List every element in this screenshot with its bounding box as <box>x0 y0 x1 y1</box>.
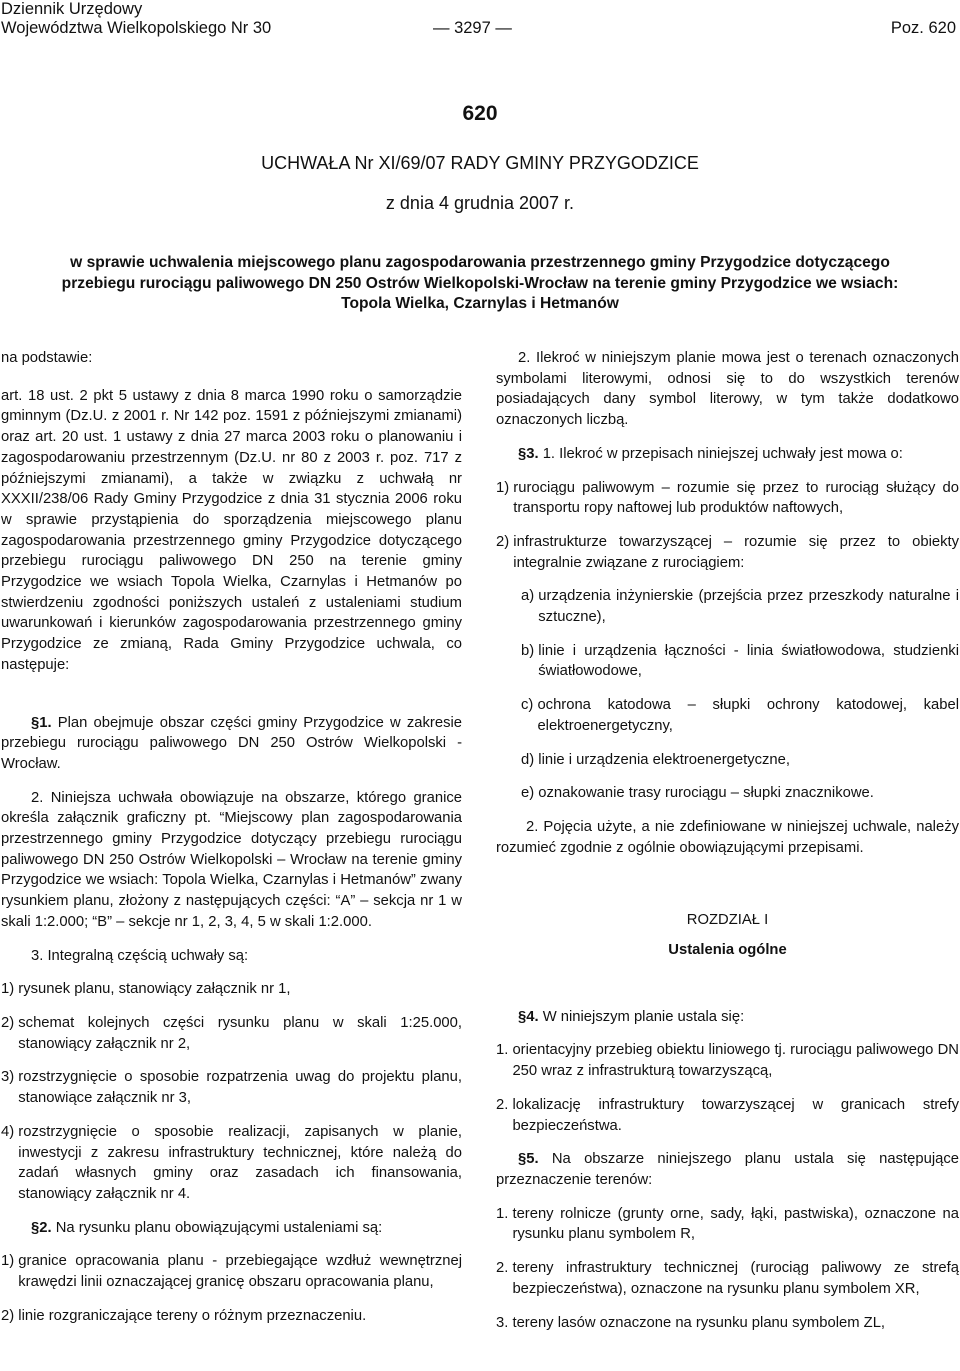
section-2-p2: 2. Ilekroć w niniejszym planie mowa jest o terenach oznaczonych symbolami literowymi, odnosi się to do wszystkich terenów posiadających dany symbol literowy, w tym także dodatkowo oznaczonych liczbą. <box>496 350 959 429</box>
list-item: 2. tereny infrastruktury technicznej (rurociąg paliwowy ze strefą bezpieczeństwa), oznaczone na rysunku planu symbolem XR, <box>496 1260 959 1297</box>
left-column <box>1 348 462 1326</box>
resolution-date: z dnia 4 grudnia 2007 r. <box>385 193 575 213</box>
resolution-subject: w sprawie uchwalenia miejscowego planu zagospodarowania przestrzennego gminy Przygodzice dotyczącego przebiegu rurociągu paliwowego DN 250 Ostrów Wielkopolski-Wrocław na terenie gminy Przygodzice we wsiach: Topola Wielka, Czarnylas i Hetmanów <box>61 254 899 312</box>
chapter-title: Ustalenia ogólne <box>668 942 787 959</box>
section-3-p2: 2. Pojęcia użyte, a nie zdefiniowane w niniejszej uchwale, należy rozumieć zgodnie z ogólnie obowiązującymi przepisami. <box>496 818 959 856</box>
list-item: 3) rozstrzygnięcie o sposobie rozpatrzenia uwag do projektu planu, stanowiące załącznik nr 3, <box>1 1069 462 1107</box>
list-item: 4) rozstrzygnięcie o sposobie realizacji, zapisanych w planie, inwestycji z zakresu infrastruktury technicznej, które należą do zadań własnych gminy oraz zasadach ich finansowania, stanowiący załącznik nr 4. <box>1 1123 462 1202</box>
list-item: 1) rurociągu paliwowym – rozumie się przez to rurociąg służący do transportu ropy naftowej lub produktów naftowych, <box>496 479 959 517</box>
section-5-text: Na obszarze niniejszego planu ustala się następujące przeznaczenie terenów: <box>496 1151 959 1188</box>
page-number: — 3297 — <box>433 19 512 37</box>
list-item: 2. lokalizację infrastruktury towarzyszącej w granicach strefy bezpieczeństwa. <box>496 1096 959 1134</box>
section-2-p1 <box>1 1218 462 1239</box>
section-1-text: Plan obejmuje obszar części gminy Przygodzice w zakresie przebiegu rurociągu paliwowego DN 250 Ostrów Wielkopolski - Wrocław. <box>1 714 462 772</box>
journal-line-2: Województwa Wielkopolskiego Nr 30 <box>1 19 272 37</box>
section-3-label: §3. <box>518 445 539 462</box>
list-item: 3. tereny lasów oznaczone na rysunku planu symbolem ZL, <box>496 1314 886 1331</box>
sub-list-item: d) linie i urządzenia elektroenergetyczne, <box>521 751 790 768</box>
section-1-label: §1. <box>31 714 52 731</box>
section-2-text: Na rysunku planu obowiązującymi ustaleniami są: <box>51 1219 383 1236</box>
entry-number: 620 <box>462 102 498 125</box>
position-number: Poz. 620 <box>890 19 956 37</box>
list-item: 2) infrastrukturze towarzyszącej – rozumie się przez to obiekty integralnie związane z rurociągiem: <box>496 533 959 571</box>
journal-line-1: Dziennik Urzędowy <box>1 0 143 18</box>
section-1-p1 <box>1 713 462 775</box>
section-5-label: §5. <box>518 1151 539 1168</box>
section-2-label: §2. <box>31 1219 52 1236</box>
list-item: 1) rysunek planu, stanowiący załącznik nr 1, <box>1 981 291 998</box>
sub-list-item: c) ochrona katodowa – słupki ochrony katodowej, kabel elektroenergetyczny, <box>521 697 959 734</box>
list-item: 1. orientacyjny przebieg obiektu liniowego tj. rurociągu paliwowego DN 250 wraz z infrastrukturą towarzyszącą, <box>496 1042 959 1080</box>
list-item: 2) linie rozgraniczające tereny o różnym przeznaczeniu. <box>1 1307 367 1324</box>
section-1-p3: 3. Integralną częścią uchwały są: <box>31 947 249 964</box>
list-item: 1. tereny rolnicze (grunty orne, sady, łąki, pastwiska), oznaczone na rysunku planu symbolem R, <box>496 1205 959 1243</box>
sub-list-item: a) urządzenia inżynierskie (przejścia przez przeszkody naturalne i sztuczne), <box>521 588 959 626</box>
section-3-text: 1. Ilekroć w przepisach niniejszej uchwały jest mowa o: <box>538 445 903 462</box>
section-1-p2: 2. Niniejsza uchwała obowiązuje na obszarze, którego granice określa załącznik graficzny pt. “Miejscowy plan zagospodarowania przestrzennego gminy Przygodzice dotyczący przebiegu rurociągu paliwowego DN 250 Ostrów Wielkopolski – Wrocław na terenie gminy Przygodzice we wsiach: Topola Wielka, Czarnylas i Hetmanów” zwany rysunkiem planu, złożony z następujących części: “A” – sekcja nr 1 w skali 1:2.000; “B” – sekcje nr 1, 2, 3, 4, 5 w skali 1:2.000. <box>1 789 462 930</box>
section-4-label: §4. <box>518 1008 539 1025</box>
section-5-p1 <box>496 1149 959 1190</box>
list-item: 1) granice opracowania planu - przebiegające wzdłuż wewnętrznej krawędzi linii oznaczającej granicę obszaru opracowania planu, <box>1 1253 462 1291</box>
chapter-heading: ROZDZIAŁ I <box>686 912 769 929</box>
sub-list-item: b) linie i urządzenia łączności - linia światłowodowa, studzienki światłowodowe, <box>521 642 959 680</box>
journal-name <box>1 0 271 38</box>
resolution-title: UCHWAŁA Nr XI/69/07 RADY GMINY PRZYGODZICE <box>261 153 699 173</box>
right-column <box>496 348 959 1333</box>
sub-list <box>496 586 959 804</box>
section-4-p1 <box>496 1007 959 1028</box>
sub-list-item: e) oznakowanie trasy rurociągu – słupki znacznikowe. <box>521 785 874 802</box>
section-4-text: W niniejszym planie ustala się: <box>538 1008 745 1025</box>
list-item: 2) schemat kolejnych części rysunku planu w skali 1:25.000, stanowiący załącznik nr 2, <box>1 1014 462 1052</box>
section-3-p1 <box>496 444 959 465</box>
legal-basis-text: art. 18 ust. 2 pkt 5 ustawy z dnia 8 marca 1990 roku o samorządzie gminnym (Dz.U. z 2001 r. Nr 142 poz. 1591 z późniejszymi zmianami) oraz art. 20 ust. 1 ustawy z dnia 27 marca 2003 roku o planowaniu i zagospodarowaniu przestrzennym (Dz.U. nr 80 z 2003 r. poz. 717 z późniejszymi zmianami), a także w związku z uchwałą nr XXXII/238/06 Rady Gminy Przygodzice z dnia 31 stycznia 2006 roku w sprawie przystąpienia do sporządzenia miejscowego planu zagospodarowania przestrzennego gminy Przygodzice dotyczącego przebiegu rurociągu paliwowego DN 250 na terenie gminy Przygodzice we wsiach Topola Wielka, Czarnylas i Hetmanów po stwierdzeniu zgodności poniższych ustaleń z ustaleniami studium uwarunkowań i kierunków zagospodarowania przestrzennego gminy Przygodzice ze zmianą, Rada Gminy Przygodzice uchwala, co następuje: <box>1 387 462 673</box>
legal-basis-intro: na podstawie: <box>1 350 93 366</box>
